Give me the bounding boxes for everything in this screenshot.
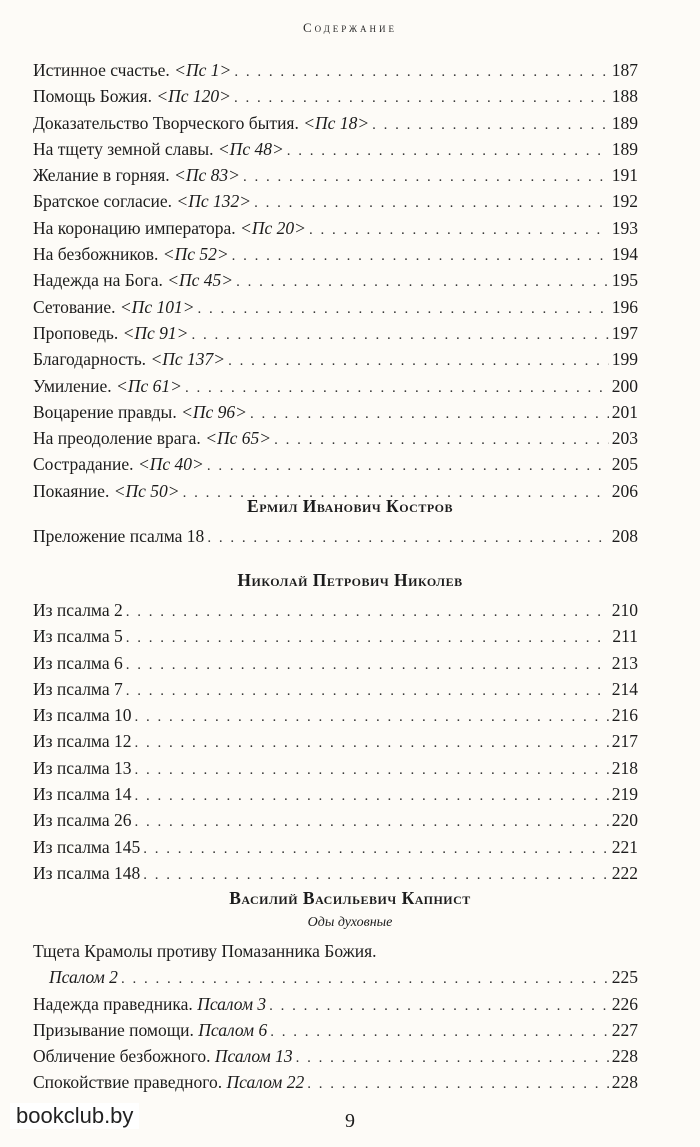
page-number: 9 [345,1110,355,1132]
toc-entry-title: Обличение безбожного. Псалом 13 [33,1046,293,1067]
toc-page-number: 219 [611,784,638,805]
toc-entry [33,1069,638,1095]
dot-leader [192,322,609,348]
dot-leader [207,453,609,479]
toc-entry [33,188,638,214]
toc-entry-title: Покаяние. <Пс 50> [33,480,180,501]
dot-leader [274,427,609,453]
toc-entry [33,162,638,188]
dot-leader [121,966,609,992]
toc-entry-title: Истинное счастье. <Пс 1> [33,60,232,80]
toc-entry [33,346,638,372]
toc-entry-title: Тщета Крамолы противу Помазанника Божия. [33,941,377,961]
toc-entry-title: Доказательство Творческого бытия. <Пс 18> [33,112,370,133]
toc-page-number: 200 [611,375,638,396]
dot-leader [135,704,609,730]
toc-entry-title: Благодарность. <Пс 137> [33,349,226,370]
toc-page-number: 188 [611,86,638,107]
toc-entry-title: Из псалма 26 [33,810,132,831]
toc-entry-title: Спокойствие праведного. Псалом 22 [33,1072,305,1093]
toc-entry-title: На безбожников. <Пс 52> [33,244,229,265]
toc-entry [33,860,638,886]
psalm-reference: <Пс 101> [119,296,195,317]
dot-leader [143,862,608,888]
psalm-reference: <Пс 1> [174,60,232,80]
toc-entry-title: Проповедь. <Пс 91> [33,322,189,343]
toc-section-4 [33,938,638,1096]
toc-page-number: 208 [611,526,638,546]
psalm-reference: <Пс 137> [150,349,226,370]
psalm-reference: <Пс 20> [240,217,306,238]
psalm-reference: Псалом 2 [49,967,118,988]
toc-page-number: 211 [612,626,638,647]
dot-leader [126,599,609,625]
dot-leader [135,757,609,783]
toc-page-number: 228 [611,1046,638,1067]
dot-leader [243,164,609,190]
toc-entry-title: Из псалма 12 [33,731,132,752]
toc-entry [33,728,638,754]
toc-entry-title: Умиление. <Пс 61> [33,375,182,396]
toc-entry [33,425,638,451]
toc-entry-title: На тщету земной славы. <Пс 48> [33,138,284,159]
dot-leader [372,112,609,138]
dot-leader [198,296,609,322]
dot-leader [236,269,609,295]
psalm-reference: <Пс 48> [217,138,284,159]
author-heading-kapnist: Василий Васильевич Капнист [229,888,471,908]
dot-leader [126,678,609,704]
toc-entry-title: Преложение псалма 18 [33,526,205,546]
psalm-reference: <Пс 96> [181,401,247,422]
toc-entry [33,964,638,990]
toc-page-number: 228 [611,1072,638,1093]
toc-entry-title: Сострадание. <Пс 40> [33,454,204,475]
toc-page-number: 222 [611,862,638,883]
toc-page-number: 203 [611,428,638,449]
psalm-reference: <Пс 91> [122,322,189,343]
running-head: Содержание [302,20,398,35]
toc-entry [33,215,638,241]
psalm-reference: <Пс 52> [162,244,229,265]
toc-entry-multiline-title [33,938,638,964]
psalm-reference: <Пс 18> [303,112,370,133]
dot-leader [232,243,609,269]
dot-leader [228,348,609,374]
toc-entry-title: Надежда на Бога. <Пс 45> [33,270,234,291]
dot-leader [143,836,608,862]
dot-leader [250,401,609,427]
toc-entry [33,623,638,649]
toc-page-number: 217 [611,731,638,752]
toc-entry [33,834,638,860]
toc-page-number: 201 [611,401,638,422]
toc-page-number: 218 [611,757,638,778]
toc-entry [33,523,638,549]
toc-page-number: 196 [611,296,638,317]
toc-page-number: 227 [611,1019,638,1040]
toc-entry [33,136,638,162]
toc-entry [33,373,638,399]
dot-leader [185,375,609,401]
toc-entry [33,110,638,136]
toc-entry-title: На коронацию императора. <Пс 20> [33,217,306,238]
toc-entry [33,83,638,109]
toc-entry [33,991,638,1017]
toc-page-number: 197 [611,322,638,343]
dot-leader [307,1071,609,1097]
toc-entry-title: Из псалма 6 [33,652,123,673]
toc-entry-title: Из псалма 145 [33,836,141,857]
watermark-logo: bookclub.by [10,1103,139,1129]
dot-leader [135,783,609,809]
dot-leader [126,625,610,651]
toc-entry-title: Братское согласие. <Пс 132> [33,191,252,212]
toc-entry-title: Из псалма 5 [33,626,123,647]
dot-leader [254,190,609,216]
dot-leader [234,59,608,85]
toc-page-number: 210 [611,600,638,620]
psalm-reference: <Пс 50> [113,480,180,501]
toc-entry-title: Призывание помощи. Псалом 6 [33,1019,268,1040]
toc-page-number: 225 [611,967,638,988]
toc-section-2 [33,523,638,549]
toc-entry-title: Из псалма 2 [33,600,123,620]
toc-page-number: 194 [611,244,638,265]
toc-entry-title: Желание в горняя. <Пс 83> [33,165,240,186]
toc-entry [33,320,638,346]
toc-entry [33,57,638,83]
dot-leader [135,809,609,835]
psalm-reference: Псалом 6 [198,1019,268,1040]
psalm-reference: <Пс 65> [205,428,272,449]
toc-entry-title: На преодоление врага. <Пс 65> [33,428,272,449]
toc-entry-title: Сетование. <Пс 101> [33,296,195,317]
toc-entry [33,781,638,807]
toc-entry [33,807,638,833]
toc-entry [33,1043,638,1069]
toc-entry-title: Из псалма 14 [33,784,132,805]
toc-entry-title [33,964,118,990]
toc-page-number: 199 [611,349,638,370]
toc-page-number: 205 [611,454,638,475]
toc-entry [33,241,638,267]
toc-entry [33,755,638,781]
psalm-reference: Псалом 13 [214,1046,293,1067]
toc-page-number: 214 [611,678,638,699]
psalm-reference: <Пс 83> [174,165,240,186]
toc-entry [33,1017,638,1043]
psalm-reference: Псалом 3 [197,993,267,1014]
dot-leader [135,730,609,756]
toc-section-1 [33,57,638,504]
author-heading-kostrov: Ермил Иванович Костров [247,496,453,516]
toc-entry [33,399,638,425]
toc-page-number: 213 [611,652,638,673]
toc-page-number: 193 [611,217,638,238]
toc-page-number: 216 [611,705,638,726]
toc-page-number: 189 [611,112,638,133]
dot-leader [296,1045,609,1071]
dot-leader [270,1019,609,1045]
toc-page-number: 191 [611,165,638,186]
psalm-reference: <Пс 40> [137,454,204,475]
dot-leader [287,138,609,164]
toc-page-number: 189 [611,138,638,159]
psalm-reference: <Пс 61> [116,375,182,396]
toc-entry [33,676,638,702]
psalm-reference: Псалом 22 [226,1072,305,1093]
toc-entry [33,451,638,477]
toc-page-number: 220 [611,810,638,831]
dot-leader [309,217,609,243]
psalm-reference: <Пс 132> [176,191,252,212]
toc-entry-title: Из псалма 13 [33,757,132,778]
toc-entry-title: Из псалма 7 [33,678,123,699]
toc-entry [33,702,638,728]
toc-page-number: 192 [611,191,638,212]
toc-entry [33,294,638,320]
toc-section-3 [33,597,638,886]
toc-page-number: 206 [611,480,638,501]
toc-page-number: 221 [611,836,638,857]
dot-leader [234,85,609,111]
toc-entry-title: Надежда праведника. Псалом 3 [33,993,267,1014]
toc-page-number: 195 [611,270,638,291]
toc-page-number: 226 [611,993,638,1014]
toc-page-number: 187 [611,60,638,80]
dot-leader [126,652,609,678]
author-heading-nikolev: Николай Петрович Николев [237,570,463,590]
toc-entry-title: Воцарение правды. <Пс 96> [33,401,247,422]
toc-entry [33,267,638,293]
toc-entry-title: Из псалма 10 [33,705,132,726]
dot-leader [269,993,609,1019]
toc-entry [33,597,638,623]
psalm-reference: <Пс 120> [156,86,231,107]
psalm-reference: <Пс 45> [167,270,234,291]
toc-entry-title: Из псалма 148 [33,862,141,883]
toc-entry-title: Помощь Божия. <Пс 120> [33,86,231,107]
dot-leader [207,525,608,551]
toc-entry [33,650,638,676]
subsection-heading: Оды духовные [307,915,393,930]
